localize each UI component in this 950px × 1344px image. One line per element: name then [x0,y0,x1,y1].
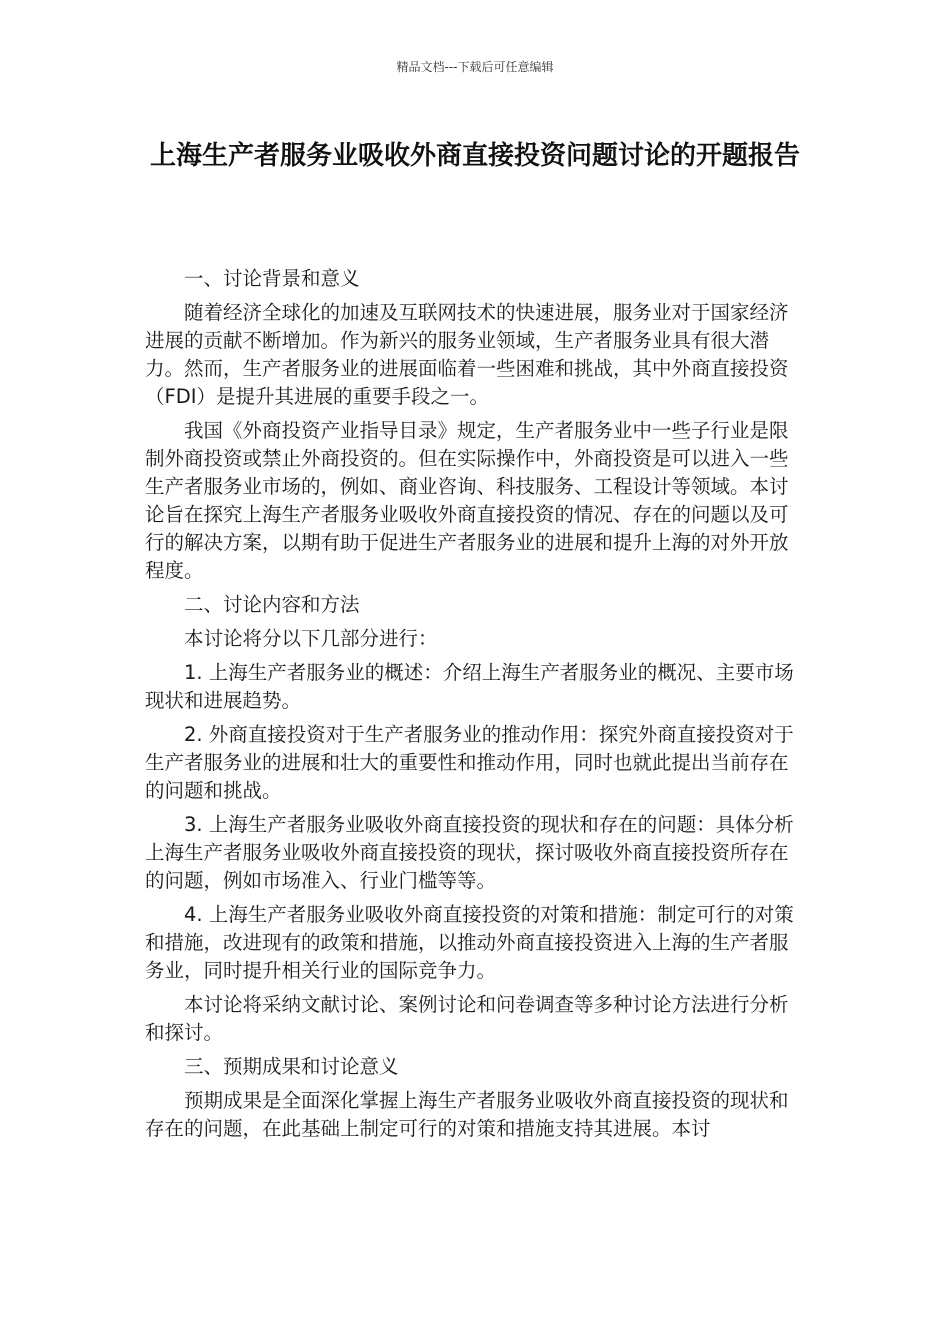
paragraph-background-1: 随着经济全球化的加速及互联网技术的快速进展，服务业对于国家经济进展的贡献不断增加。作为新兴的服务业领域，生产者服务业具有很大潜力。然而，生产者服务业的进展面临着一些困难和挑战，其中外商直接投资（FDI）是提升其进展的重要手段之一。 [145,301,789,408]
section-heading-background: 一、讨论背景和意义 [184,267,360,290]
paragraph-methods: 本讨论将采纳文献讨论、案例讨论和问卷调查等多种讨论方法进行分析和探讨。 [145,993,789,1044]
list-item-3: 3. 上海生产者服务业吸收外商直接投资的现状和存在的问题：具体分析上海生产者服务业吸收外商直接投资的现状，探讨吸收外商直接投资所存在的问题，例如市场准入、行业门槛等等。 [145,813,794,892]
list-item-2: 2. 外商直接投资对于生产者服务业的推动作用：探究外商直接投资对于生产者服务业的进展和壮大的重要性和推动作用，同时也就此提出当前存在的问题和挑战。 [145,723,794,802]
document-title: 上海生产者服务业吸收外商直接投资问题讨论的开题报告 [149,141,800,171]
section-heading-expected-results: 三、预期成果和讨论意义 [184,1055,399,1078]
document-body [145,265,805,1149]
header-note: 精品文档---下载后可任意编辑 [396,60,554,74]
paragraph-expected-results: 预期成果是全面深化掌握上海生产者服务业吸收外商直接投资的现状和存在的问题，在此基础上制定可行的对策和措施支持其进展。本讨 [145,1089,789,1140]
section-heading-content-methods: 二、讨论内容和方法 [184,593,360,616]
paragraph-background-2: 我国《外商投资产业指导目录》规定，生产者服务业中一些子行业是限制外商投资或禁止外商投资的。但在实际操作中，外商投资是可以进入一些生产者服务业市场的，例如、商业咨询、科技服务、工程设计等领域。本讨论旨在探究上海生产者服务业吸收外商直接投资的情况、存在的问题以及可行的解决方案，以期有助于促进生产者服务业的进展和提升上海的对外开放程度。 [145,419,789,582]
list-item-1: 1. 上海生产者服务业的概述：介绍上海生产者服务业的概况、主要市场现状和进展趋势。 [145,661,794,712]
list-item-4: 4. 上海生产者服务业吸收外商直接投资的对策和措施：制定可行的对策和措施，改进现有的政策和措施，以推动外商直接投资进入上海的生产者服务业，同时提升相关行业的国际竞争力。 [145,903,794,982]
paragraph-methods-intro: 本讨论将分以下几部分进行： [184,627,438,650]
